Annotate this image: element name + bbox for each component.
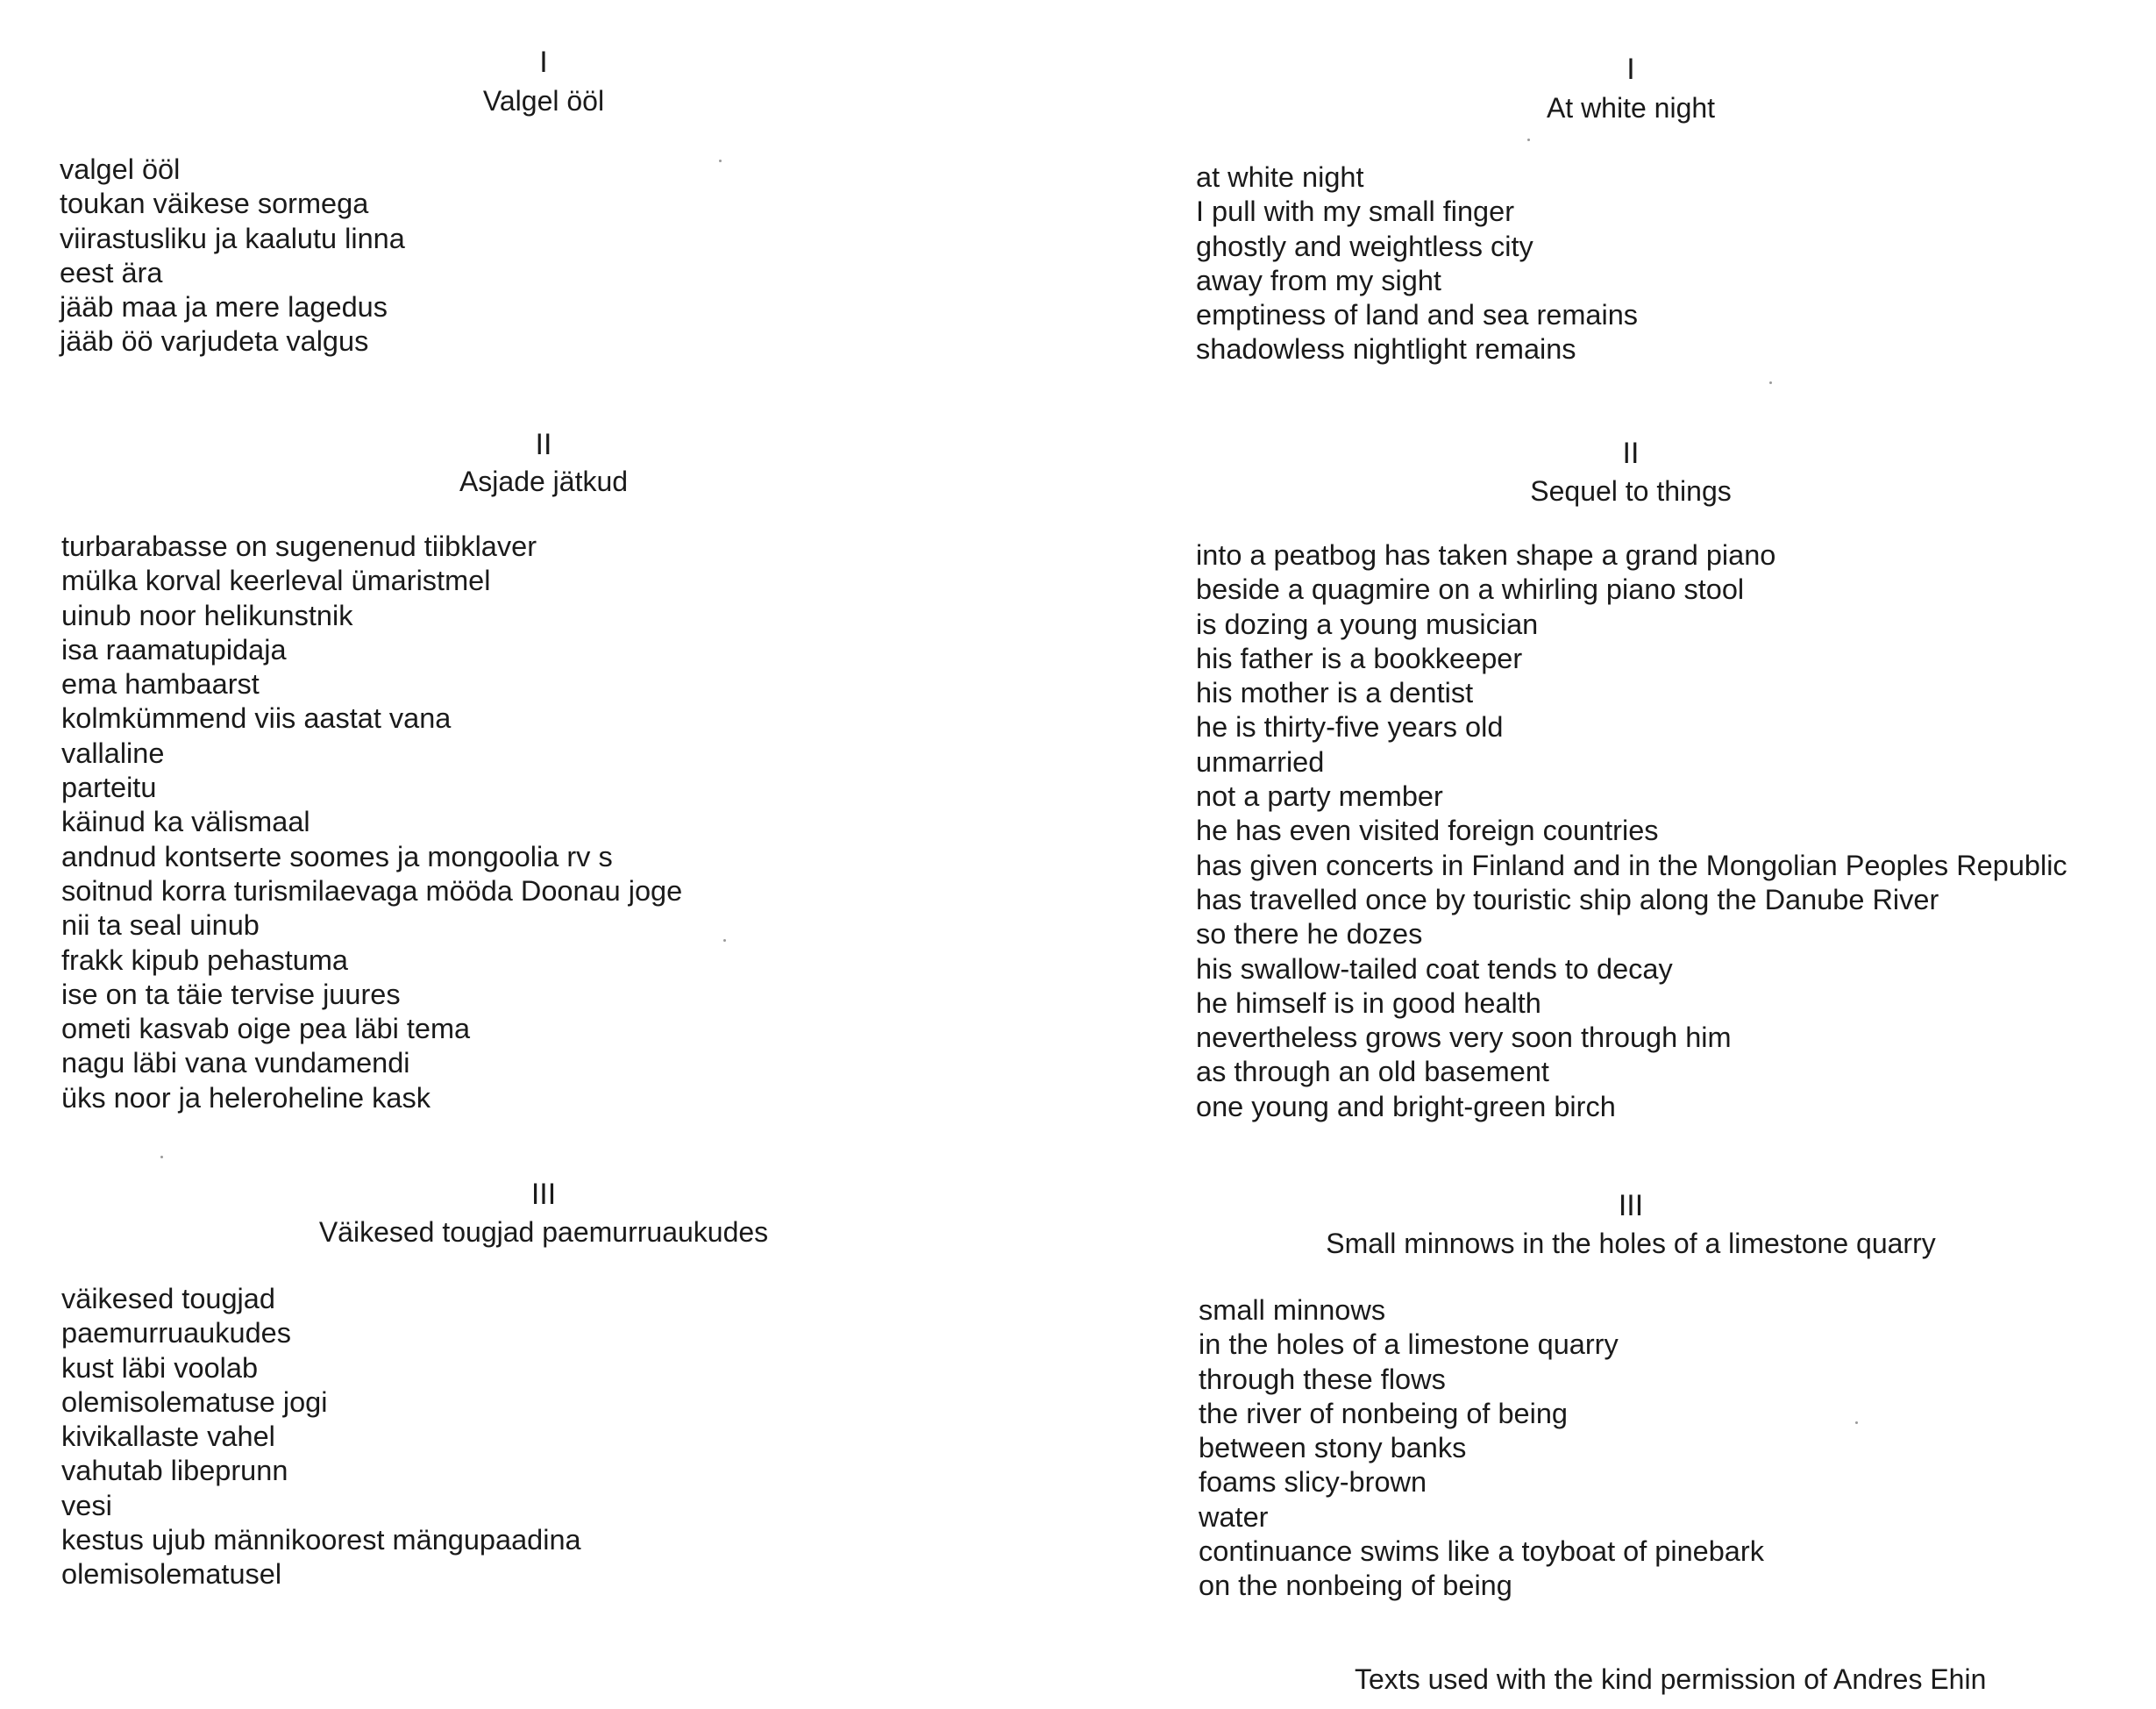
poem-line: ise on ta täie tervise juures [61, 978, 401, 1010]
poem-line: nii ta seal uinub [61, 909, 260, 942]
poem-line: away from my sight [1196, 264, 1441, 296]
poem-line: he himself is in good health [1196, 986, 1541, 1019]
poem-line: vahutab libeprunn [61, 1455, 288, 1487]
poem-line: ometi kasvab oige pea läbi tema [61, 1013, 471, 1045]
scan-speck [160, 1156, 163, 1158]
section-numeral: I [1626, 53, 1635, 86]
poem-lines [1196, 538, 2067, 1124]
poem-lines [1196, 160, 1638, 367]
poem-line: parteitu [61, 772, 157, 804]
section-numeral: III [530, 1178, 557, 1211]
poem-line: ghostly and weightless city [1196, 230, 1533, 262]
poem-line: vesi [61, 1489, 112, 1521]
poem-line: through these flows [1199, 1363, 1446, 1395]
poem-line: viirastusliku ja kaalutu linna [60, 222, 405, 254]
poem-title: At white night [1546, 92, 1716, 124]
poem-line: eest ära [60, 256, 163, 288]
poem-line: beside a quagmire on a whirling piano stool [1196, 573, 1745, 606]
section-numeral: II [535, 428, 552, 461]
poem-lines [61, 530, 682, 1115]
poem-line: kust läbi voolab [61, 1351, 259, 1384]
poem-line: not a party member [1196, 780, 1443, 813]
poem-line: valgel ööl [60, 153, 181, 185]
poem-line: has given concerts in Finland and in the Mongolian Peoples Republic [1196, 849, 2067, 881]
poem-line: kivikallaste vahel [61, 1421, 275, 1453]
permission-credit: Texts used with the kind permission of Andres Ehin [1355, 1663, 1987, 1695]
poem-line: as through an old basement [1196, 1056, 1549, 1088]
poem-line: nagu läbi vana vundamendi [61, 1047, 410, 1079]
poem-line: is dozing a young musician [1196, 608, 1539, 640]
poem-line: unmarried [1196, 745, 1325, 778]
poem-title: Valgel ööl [482, 85, 605, 117]
scan-speck [723, 939, 726, 942]
poem-line: andnud kontserte soomes ja mongoolia rv s [61, 840, 613, 872]
poem-lines [61, 1282, 581, 1592]
section-numeral: I [539, 46, 548, 79]
poem-line: continuance swims like a toyboat of pinebark [1199, 1535, 1764, 1568]
poem-line: toukan väikese sormega [60, 188, 369, 220]
poem-line: between stony banks [1199, 1432, 1467, 1464]
poem-line: the river of nonbeing of being [1199, 1397, 1568, 1429]
scan-speck [719, 160, 722, 162]
section-numeral: III [1618, 1189, 1644, 1222]
poem-line: soitnud korra turismilaevaga mööda Doonau joge [61, 874, 683, 907]
poem-line: ema hambaarst [61, 668, 260, 701]
poem-line: üks noor ja heleroheline kask [61, 1081, 430, 1114]
poem-line: I pull with my small finger [1196, 196, 1515, 228]
poem-line: small minnows [1199, 1294, 1386, 1326]
poem-line: he is thirty-five years old [1196, 711, 1504, 744]
poem-title: Väikesed tougjad paemurruaukudes [318, 1216, 769, 1248]
poem-line: his mother is a dentist [1196, 677, 1474, 709]
poem-lines [1199, 1293, 1764, 1604]
section-numeral: II [1622, 437, 1640, 470]
poem-line: väikesed tougjad [61, 1283, 275, 1314]
poem-line: uinub noor helikunstnik [61, 599, 353, 631]
poem-line: jääb maa ja mere lagedus [60, 291, 388, 324]
poem-line: at white night [1196, 161, 1364, 193]
poem-line: paemurruaukudes [61, 1317, 291, 1349]
poem-title: Asjade jätkud [459, 466, 629, 497]
poem-line: mülka korval keerleval ümaristmel [61, 565, 491, 597]
poem-title: Small minnows in the holes of a limestone quarry [1326, 1228, 1936, 1259]
poem-line: his father is a bookkeeper [1196, 642, 1523, 674]
scan-speck [1855, 1421, 1858, 1424]
poem-line: shadowless nightlight remains [1196, 333, 1576, 366]
poem-line: his swallow-tailed coat tends to decay [1196, 952, 1673, 985]
poem-line: so there he dozes [1196, 918, 1423, 951]
poem-line: kolmkümmend viis aastat vana [61, 702, 452, 735]
poem-line: kestus ujub männikoorest mängupaadina [61, 1524, 581, 1556]
poem-line: nevertheless grows very soon through him [1196, 1022, 1732, 1054]
poem-line: into a peatbog has taken shape a grand piano [1196, 539, 1776, 571]
poem-line: turbarabasse on sugenenud tiibklaver [61, 531, 537, 562]
poem-line: he has even visited foreign countries [1196, 815, 1659, 847]
poem-line: in the holes of a limestone quarry [1199, 1328, 1619, 1361]
poem-line: frakk kipub pehastuma [61, 944, 348, 976]
poem-line: olemisolematuse jogi [61, 1385, 328, 1418]
poem-line: vallaline [61, 737, 165, 769]
poem-line: emptiness of land and sea remains [1196, 299, 1639, 331]
poem-line: jääb öö varjudeta valgus [60, 325, 369, 358]
poem-line: one young and bright-green birch [1196, 1090, 1616, 1122]
poem-line: olemisolematusel [61, 1558, 282, 1591]
poem-line: water [1199, 1500, 1269, 1533]
poem-line: foams slicy-brown [1199, 1466, 1427, 1499]
poem-line: has travelled once by touristic ship along the Danube River [1196, 883, 1939, 915]
poem-title: Sequel to things [1530, 475, 1732, 507]
scan-speck [1527, 139, 1530, 141]
scan-speck [1769, 381, 1772, 384]
poem-line: on the nonbeing of being [1199, 1570, 1512, 1602]
poem-lines [60, 153, 405, 360]
poem-line: isa raamatupidaja [61, 633, 287, 666]
poem-line: käinud ka välismaal [61, 806, 310, 838]
